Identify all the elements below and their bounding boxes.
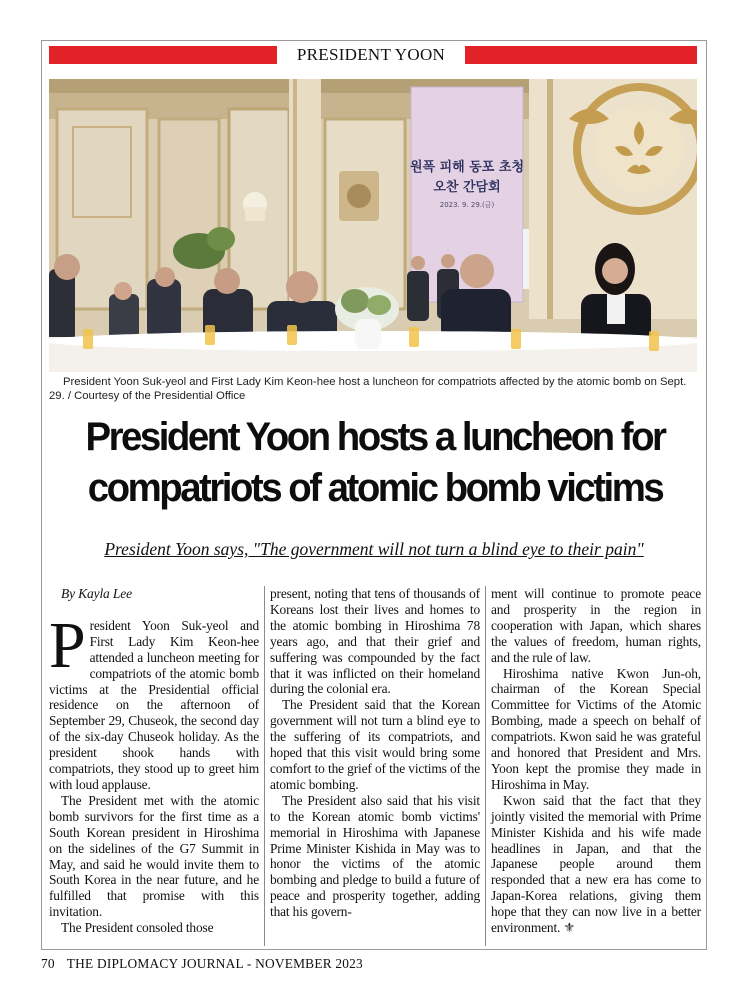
paragraph: The President met with the atomic bomb survivors for the first time as a South Korean president in Hiroshima on the sidelines of the G7 Summit in May, and said he would invite them to South Korea in the near future, and he fulfilled that promise with this invitation. xyxy=(49,792,259,920)
article-photo xyxy=(49,79,697,372)
section-header xyxy=(49,46,697,64)
article-body xyxy=(49,586,700,946)
column-divider xyxy=(264,586,265,946)
headline-line-2: compatriots of atomic bomb victims xyxy=(87,466,663,510)
paragraph: Hiroshima native Kwon Jun-oh, chairman of the Korean Special Committee for Victims of the Atomic Bombing, made a speech on behalf of compatriots. Kwon said he was grateful and honored that President and Mrs. Yoon kept the promise they made in Hiroshima in May. xyxy=(491,665,701,792)
paragraph: present, noting that tens of thousands of Koreans lost their lives and homes to the atomic bombing in Hiroshima 78 years ago, and that their grief and suffering was compounded by the fact that it was inflicted on their homeland during the colonial era. xyxy=(270,586,480,697)
section-label: PRESIDENT YOON xyxy=(296,45,446,64)
section-bar-right xyxy=(465,46,697,64)
photo-caption: President Yoon Suk-yeol and First Lady Kim Keon-hee host a luncheon for compatriots affected by the atomic bomb on Sept. 29. / Courtesy of the Presidential Office xyxy=(49,376,687,402)
paragraph xyxy=(491,793,701,936)
article-subhead: President Yoon says, "The government will not turn a blind eye to their pain" xyxy=(104,539,644,559)
article-headline xyxy=(62,412,688,514)
photo-banner-line2: 오찬 간담회 xyxy=(433,180,501,195)
article-column-2 xyxy=(270,586,480,920)
photo-banner-date: 2023. 9. 29.(금) xyxy=(439,201,495,209)
page-footer xyxy=(41,956,707,972)
byline: By Kayla Lee xyxy=(61,586,132,601)
paragraph xyxy=(49,608,259,793)
paragraph: The President consoled those xyxy=(61,920,214,936)
article-column-3 xyxy=(491,586,701,936)
publication-name: THE DIPLOMACY JOURNAL - NOVEMBER 2023 xyxy=(66,956,363,971)
drop-cap: P xyxy=(49,608,86,682)
section-bar-left xyxy=(49,46,277,64)
end-mark-icon: ⚜ xyxy=(563,920,575,936)
headline-line-1: President Yoon hosts a luncheon for xyxy=(85,415,665,459)
paragraph: The President also said that his visit to the Korean atomic bomb victims' memorial in Hiroshima with Japanese Prime Minister Kishida in May was to honor the victims of the atomic bombing and pledge to build a future of peace and prosperity together, adding that his govern- xyxy=(270,792,480,920)
page-number: 70 xyxy=(41,956,55,971)
paragraph: ment will continue to promote peace and prosperity in the region in cooperation with Japan, which shares the values of freedom, human rights, and the rule of law. xyxy=(491,586,701,665)
article-column-1 xyxy=(49,586,259,936)
paragraph-text: resident Yoon Suk-yeol and First Lady Kim Keon-hee attended a luncheon meeting for compatriots of the atomic bomb victims at the Presidential official residence on the afternoon of September 29, Chuseok, the second day of the six-day Chuseok holiday. As the president shook hands with compatriots, they stood up to greet him with loud applause. xyxy=(49,617,259,792)
paragraph-text: Kwon said that the fact that they jointly visited the memorial with Prime Minister Kishida and his wife made headlines in Japan, and that the Japanese people around them responded that a new era has come to Japan-Korea relations, giving them hope that they can now live in a better environment. xyxy=(491,792,701,936)
column-divider xyxy=(485,586,486,946)
photo-banner-line1: 원폭 피해 동포 초청 xyxy=(409,160,525,175)
paragraph: The President said that the Korean government will not turn a blind eye to the suffering of its compatriots, and hoped that this visit would bring some comfort to the grief of the victims of the atomic bombing. xyxy=(270,697,480,792)
